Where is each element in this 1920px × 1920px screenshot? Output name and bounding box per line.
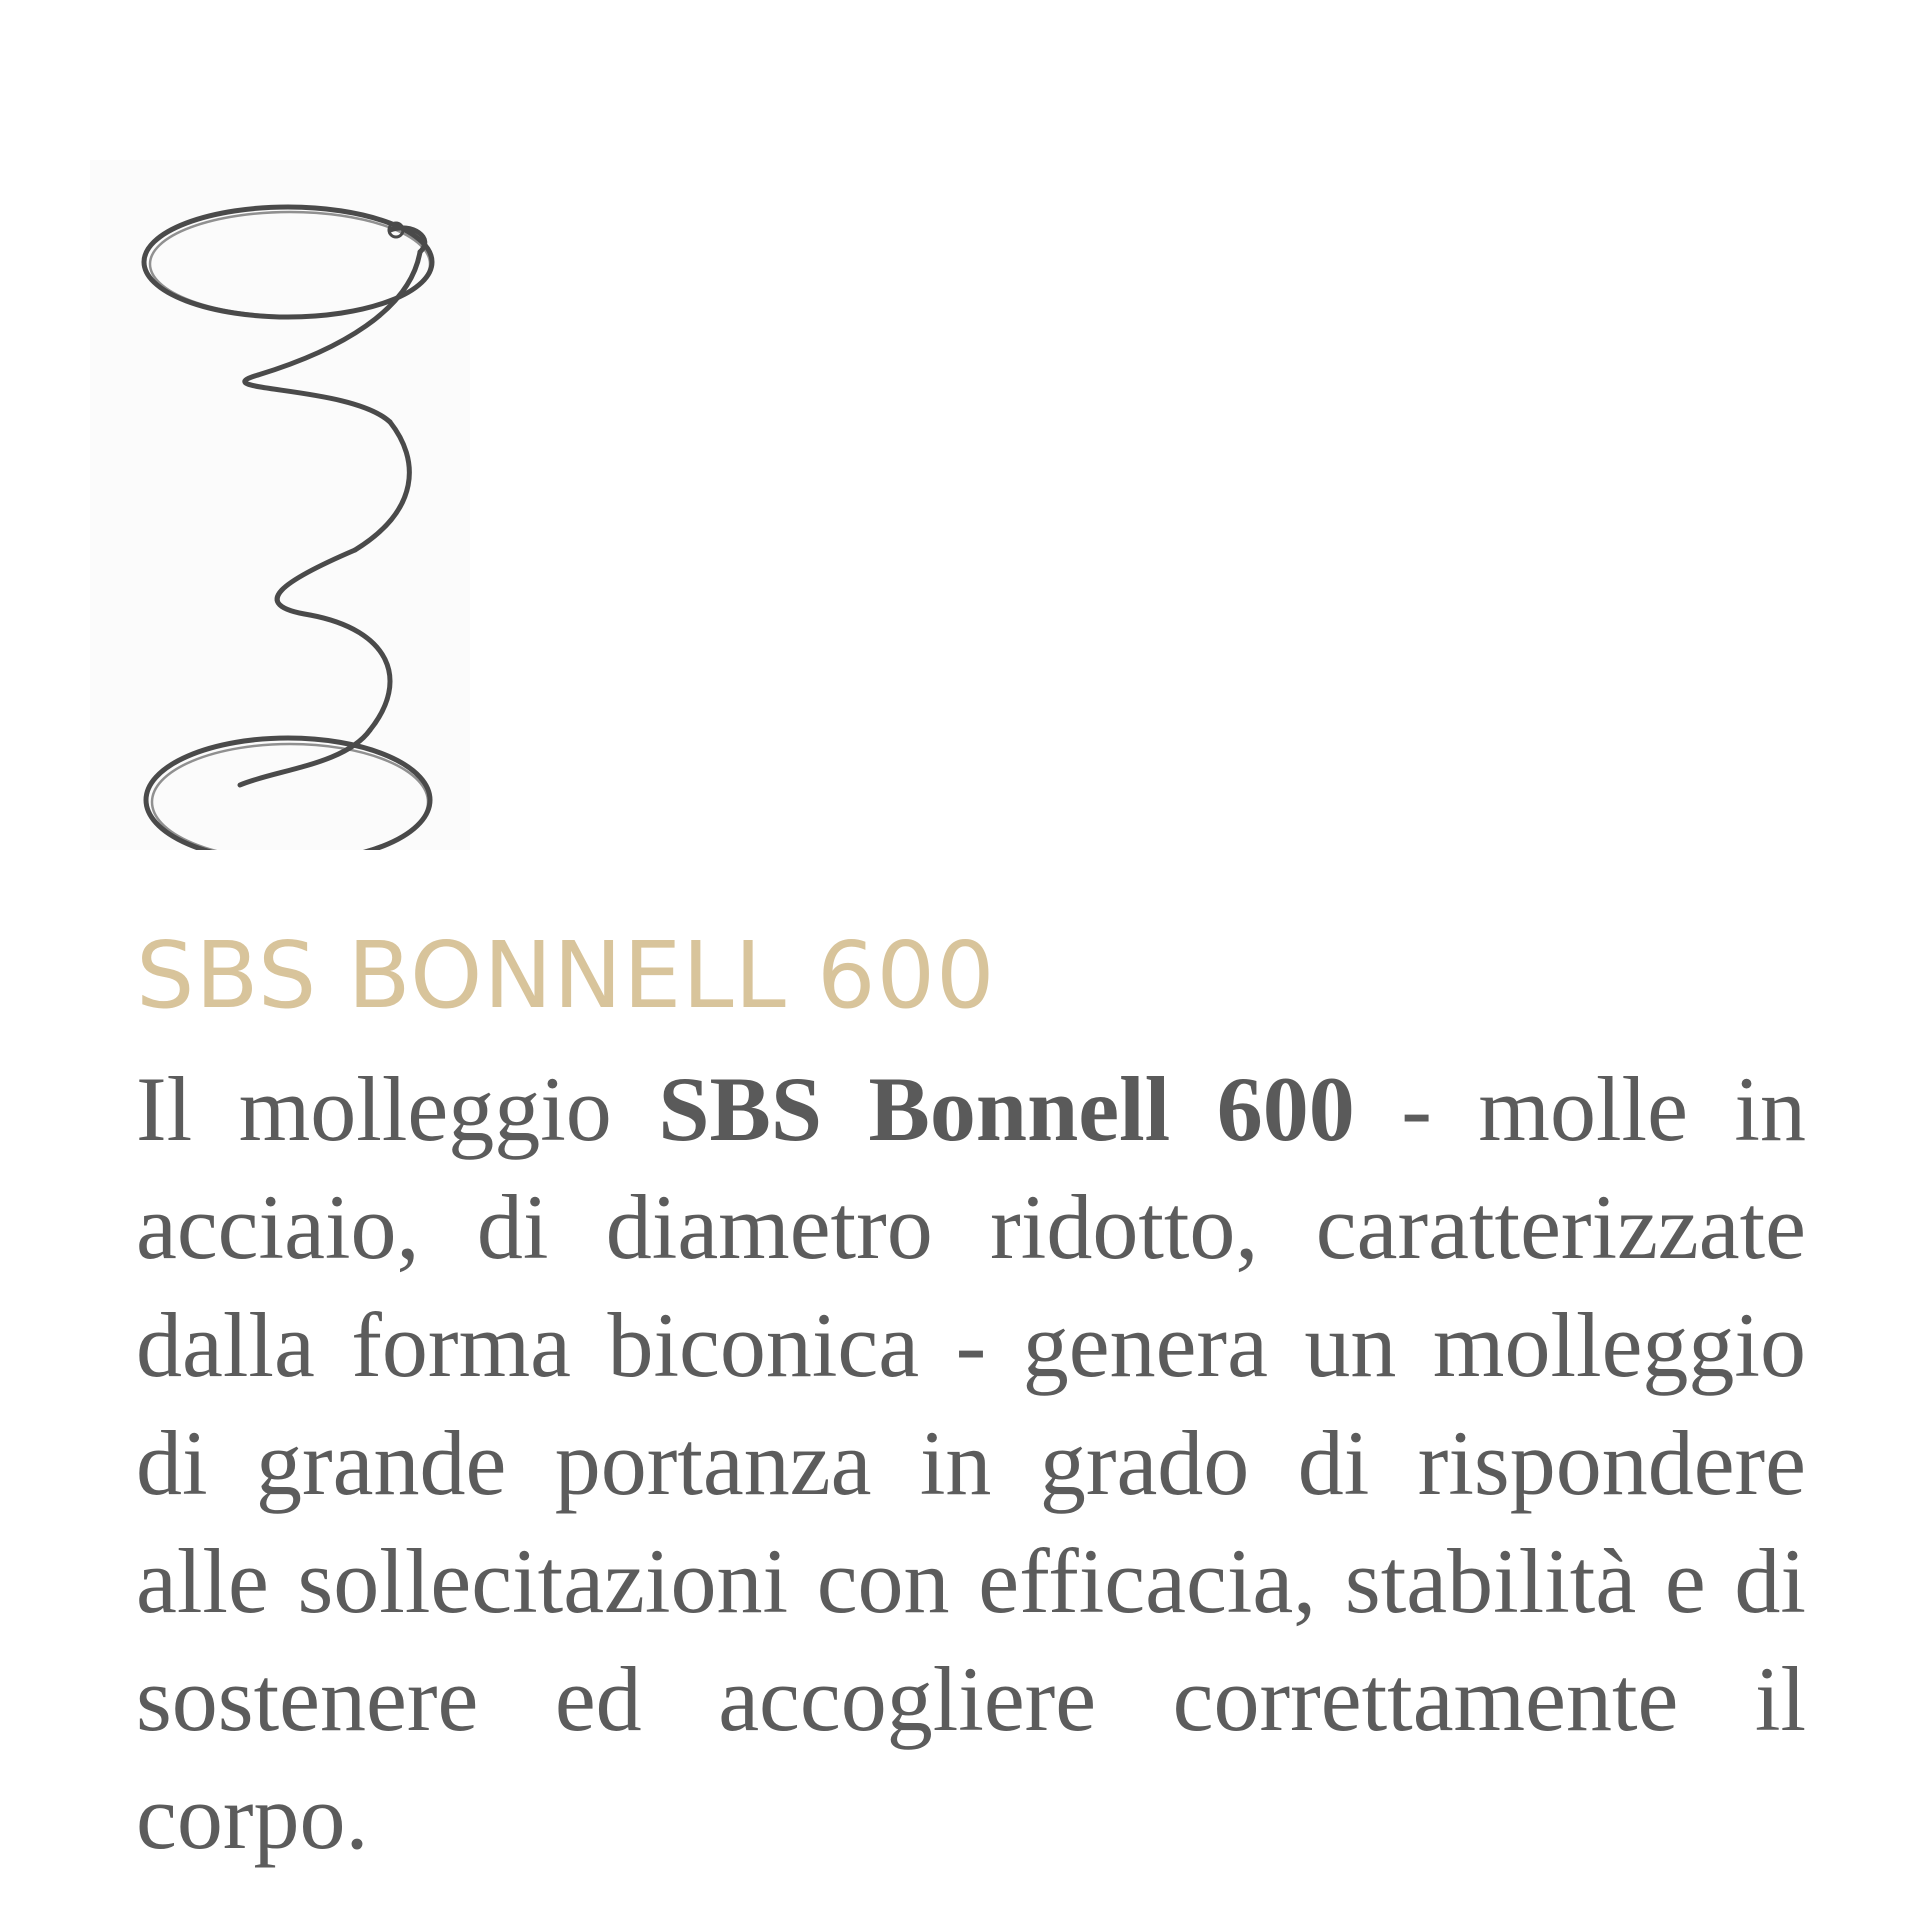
product-title: SBS BONNELL 600 (136, 922, 996, 1029)
description-intro: Il molleggio (136, 1058, 659, 1160)
description-body: - molle in acciaio, di diametro ridotto, caratterizzate dalla forma biconica - genera un molleggio di grande portanza in grado di rispondere alle sollecitazioni con efficacia, stabilità e di sostenere ed accogliere correttamente il corpo. (136, 1058, 1806, 1868)
product-description (136, 1050, 1806, 1876)
description-product-name: SBS Bonnell 600 (658, 1058, 1355, 1160)
bonnell-spring-icon (90, 160, 470, 850)
